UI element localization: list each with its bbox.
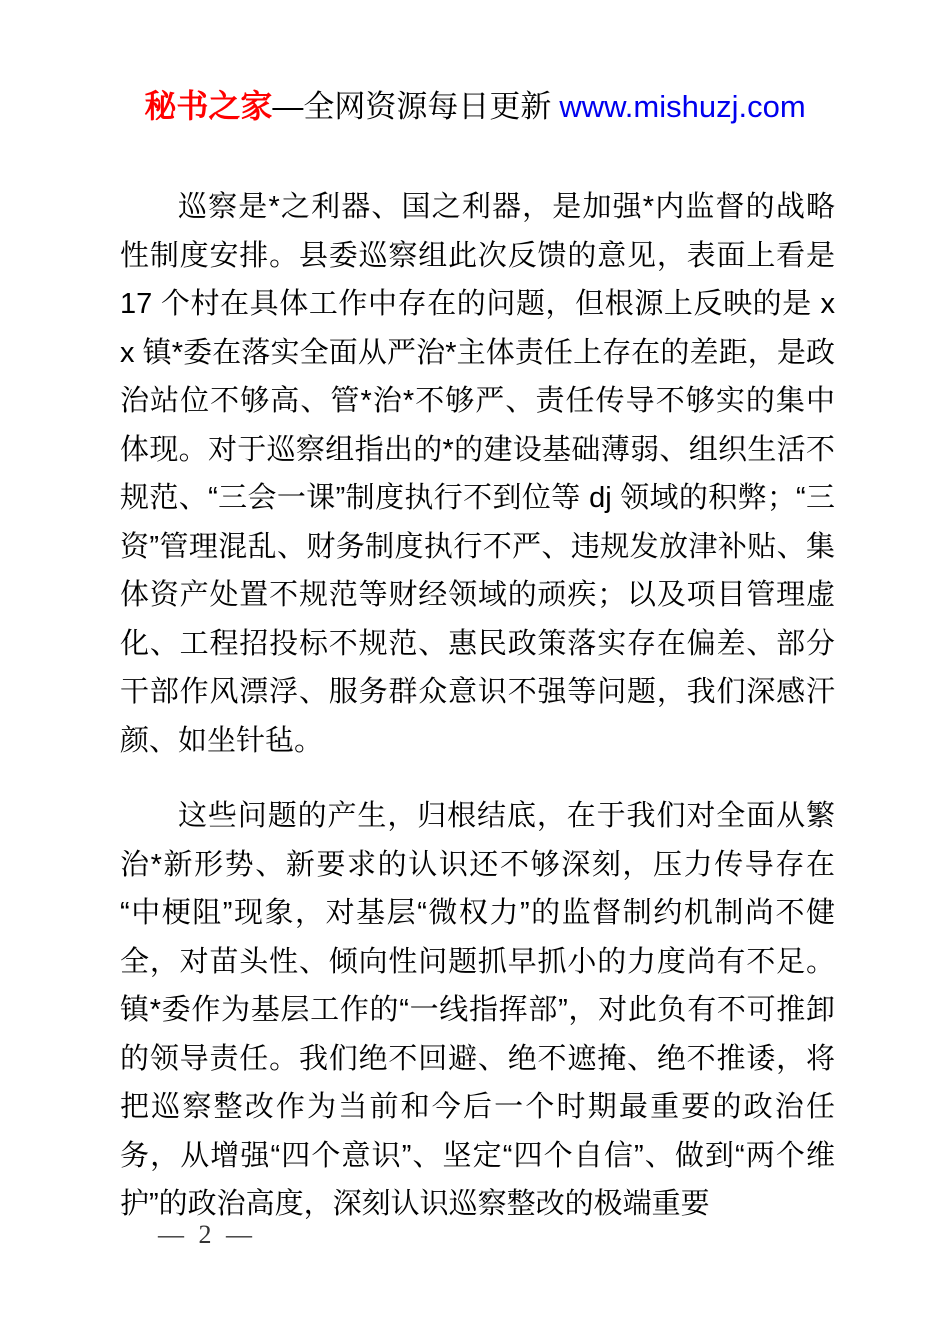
page-header [0,0,950,129]
site-name-text: 秘书之家 [144,88,273,124]
site-tagline-text: —全网资源每日更新 [272,89,552,124]
paragraph-2: 这些问题的产生，归根结底，在于我们对全面从繁治*新形势、新要求的认识还不够深刻，压力传导存在“中梗阻”现象，对基层“微权力”的监督制约机制尚不健全，对苗头性、倾向性问题抓早抓小的力度尚有不足。镇*委作为基层工作的“一线指挥部”，对此负有不可推卸的领导责任。我们绝不回避、绝不遮掩、绝不推诿，将把巡察整改作为当前和今后一个时期最重要的政治任务，从增强“四个意识”、坚定“四个自信”、做到“两个维护”的政治高度，深刻认识巡察整改的极端重要 [120,800,835,1220]
page-number: — 2 — [158,1220,256,1249]
site-url-link[interactable]: www.mishuzj.com [559,89,806,124]
paragraph-1: 巡察是*之利器、国之利器，是加强*内监督的战略性制度安排。县委巡察组此次反馈的意见，表面上看是 17 个村在具体工作中存在的问题，但根源上反映的是 xx 镇*委在落实全面从严治*主体责任上存在的差距，是政治站位不够高、管*治*不够严、责任传导不够实的集中体现。对于巡察组指出的*的建设基础薄弱、组织生活不规范、“三会一课”制度执行不到位等 dj 领域的积弊；“三资”管理混乱、财务制度执行不严、违规发放津补贴、集体资产处置不规范等财经领域的顽疾；以及项目管理虚化、工程招投标不规范、惠民政策落实存在偏差、部分干部作风漂浮、服务群众意识不强等问题，我们深感汗颜、如坐针毡。 [120,191,835,757]
document-body [120,183,835,1229]
